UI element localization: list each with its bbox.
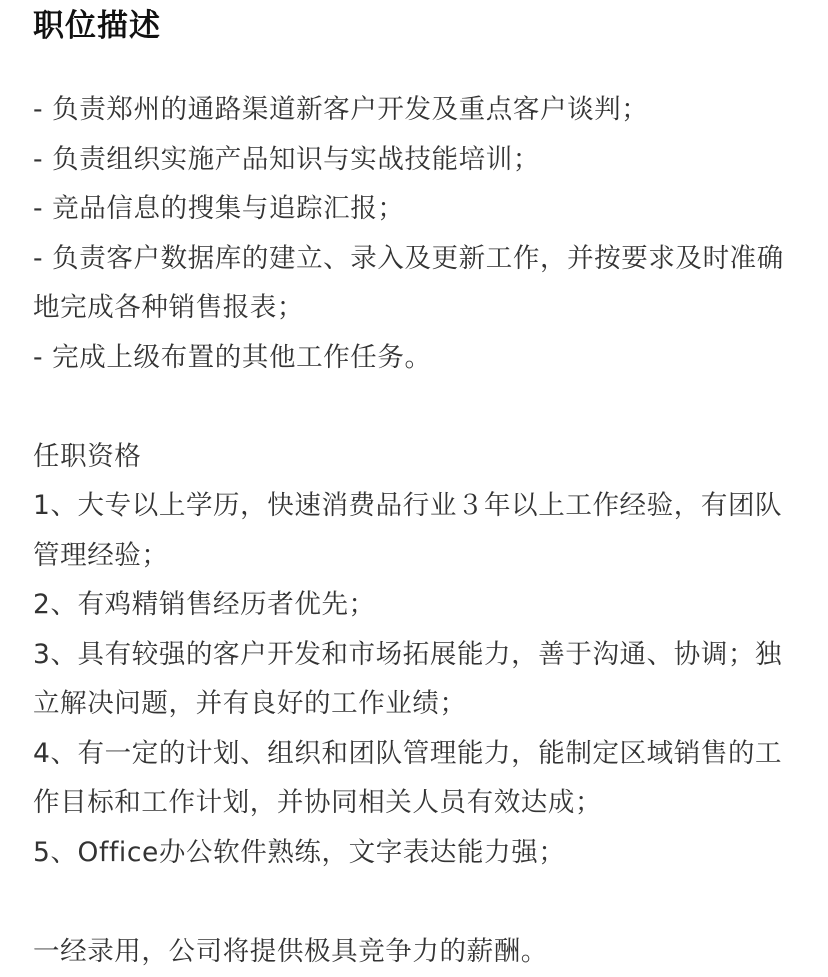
responsibility-item: - 完成上级布置的其他工作任务。 [33,341,432,373]
requirement-item: 2、有鸡精销售经历者优先； [33,589,376,620]
requirement-item: 4、有一定的计划、组织和团队管理能力，能制定区域销售的工作目标和工作计划，并协同相关人员有效达成； [33,737,783,818]
requirements-list [33,481,808,877]
requirement-item: 3、具有较强的客户开发和市场拓展能力，善于沟通、协调；独立解决问题，并有良好的工作业绩； [33,638,783,719]
requirements-heading: 任职资格 [33,440,142,472]
requirement-item: 1、大专以上学历，快速消费品行业３年以上工作经验，有团队管理经验； [33,490,783,571]
responsibility-item: - 负责客户数据库的建立、录入及更新工作，并按要求及时准确地完成各种销售报表； [33,242,784,323]
spacer [33,382,808,432]
responsibilities-list [33,85,808,382]
requirement-item: 5、Office办公软件熟练，文字表达能力强； [33,836,566,868]
closing-statement: 一经录用，公司将提供极具竞争力的薪酬。 [33,935,548,967]
responsibility-item: - 负责组织实施产品知识与实战技能培训； [33,143,540,175]
spacer [33,877,808,927]
job-description [33,0,808,976]
responsibility-item: - 竞品信息的搜集与追踪汇报； [33,193,405,224]
page-title: 职位描述 [33,8,161,44]
responsibility-item: - 负责郑州的通路渠道新客户开发及重点客户谈判； [33,94,649,125]
